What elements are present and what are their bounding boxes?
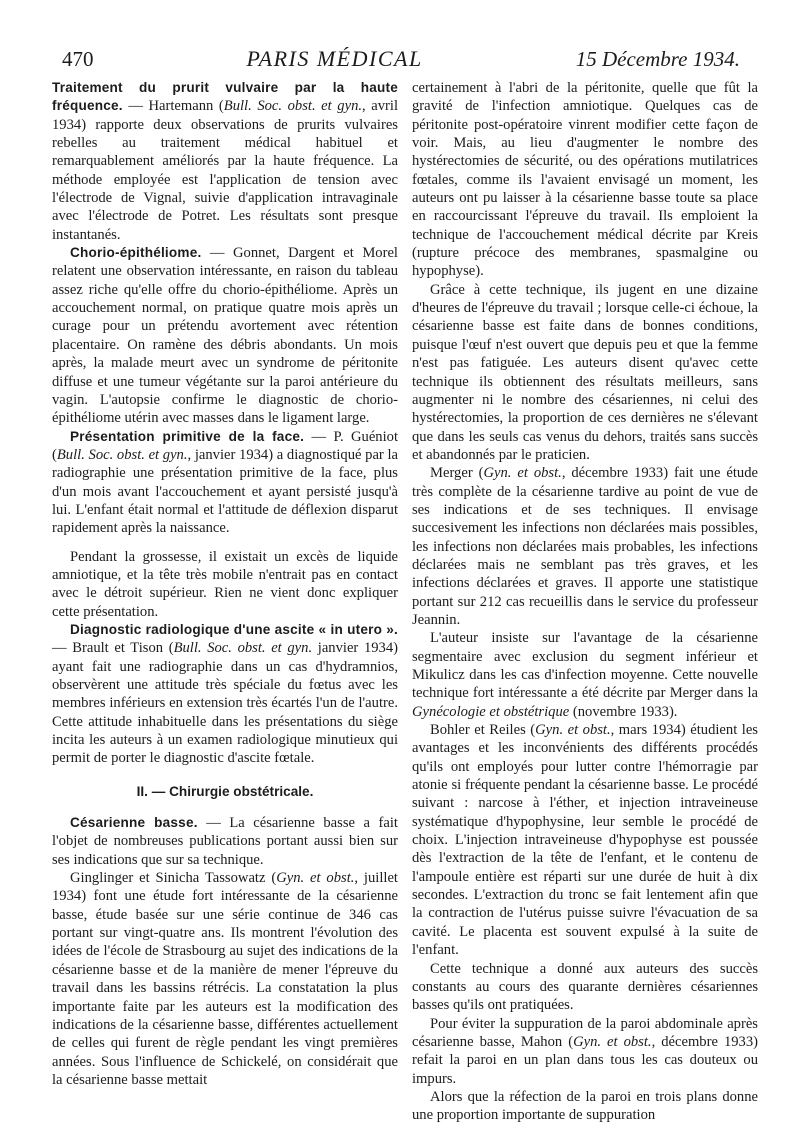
paragraph: Alors que la réfection de la paroi en trois plans donne une proportion importante de suppuration [412, 1088, 758, 1124]
journal-reference: Bull. Soc. obst. et gyn. [223, 98, 363, 115]
page-number: 470 [62, 47, 94, 71]
journal-reference: Bull. Soc. obst. et gyn. [173, 640, 313, 657]
article-heading: Présentation primitive de la face. [70, 428, 305, 444]
paragraph: certainement à l'abri de la péritonite, quelle que fût la gravité de l'infection amniotique. Quelques cas de péritonite post-opératoire vinrent modifier cette façon de voir. Mais, au lieu d'augmenter le nombre des hystérectomies de sécurité, ou des opérations mutilatrices fœtales, comme ils l'avaient envisagé un moment, les auteurs ont pu laisser à la césarienne basse toute sa place en raccourcissant l'épreuve du travail. Ils emploient la technique de l'accouchement médical décrite par Kreis (rupture précoce des membranes, spasmalgine ou hypophyse). [412, 80, 758, 280]
journal-reference: Gyn. et obst. [573, 1033, 652, 1050]
journal-title: PARIS MÉDICAL [246, 46, 423, 71]
article-heading: Chorio-épithéliome. [70, 245, 202, 261]
article-chorio: Chorio-épithéliome. — Gonnet, Dargent et Morel relatent une observation intéressante, en raison du tableau assez riche qu'elle offre du chorio-épithéliome. Après un accouchement normal, on pratique quatre mois après un curage pour un prétendu avortement avec rétention placentaire. On ramène des débris abondants. Un mois après, la malade meurt avec un syndrome de péritonite diffuse et une tumeur végétante sur la paroi antérieure du vagin. L'autopsie confirme le diagnostic de chorio-épithéliome utérin avec masses dans le ligament large. [52, 245, 398, 427]
running-head [62, 46, 740, 76]
article-prurit: Traitement du prurit vulvaire par la haute fréquence. — Hartemann (Bull. Soc. obst. et gyn., avril 1934) rapporte deux observations de prurits vulvaires rebelles au traitement médical habituel et remarquablement améliorés par la haute fréquence. La méthode employée est l'application de tension avec l'électrode de Vignal, suivie d'application intravaginale avec l'électrode de Potret. Les résultats sont presque instantanés. [52, 80, 399, 243]
right-column [412, 79, 758, 1125]
paragraph: Pendant la grossesse, il existait un excès de liquide amniotique, et la tête très mobile n'entrait pas en contact avec le détroit supérieur. Rien ne vient donc expliquer cette présentation. [52, 548, 398, 620]
paragraph: Ginglinger et Sinicha Tassowatz (Gyn. et obst., juillet 1934) font une étude fort intéressante de la césarienne basse, étude basée sur une série continue de 346 cas portant sur vingt-quatre ans. Ils montrent l'évolution des idées de l'école de Strasbourg au sujet des indications de la césarienne basse et de la manière de mener l'épreuve du travail dans les bassins rétrécis. La constatation la plus importante faite par les auteurs est la modification des indications de la césarienne basse, différentes actuellement de celles qui furent de règle pendant les vingt premières années. Sous l'influence de Schickelé, on considérait que la césarienne basse mettait [52, 870, 398, 1088]
article-cesarienne: Césarienne basse. — La césarienne basse a fait l'objet de nombreuses publications portant aussi bien sur ses indications que sur sa technique. [52, 815, 398, 868]
journal-reference: Gyn. et obst. [276, 870, 355, 887]
issue-date: 15 Décembre 1934. [575, 47, 740, 71]
paragraph: Bohler et Reiles (Gyn. et obst., mars 1934) étudient les avantages et les inconvénients des différents procédés qu'ils ont employés pour lutter contre l'hémorragie par atonie si fréquente pendant la césarienne basse. Le procédé suivant : narcose à l'éther, et injection intraveineuse systématique d'hypophysine, leur semble le procédé de choix. L'injection intraveineuse d'hypophyse est poussée dès l'extraction de la tête de l'enfant, et le contenu de l'ampoule entière est réparti sur une durée de huit à dix secondes. L'extraction du tronc se fait lentement afin que la contraction de l'utérus puisse suivre l'évacuation de sa cavité. Le placenta est souvent expulsé à la suite de l'enfant. [412, 722, 758, 959]
article-heading: Traitement du prurit vulvaire par la haute fréquence. [52, 80, 398, 114]
paragraph: L'auteur insiste sur l'avantage de la césarienne segmentaire avec exclusion du segment inférieur et Mikulicz dans les cas d'infection moyenne. Cette nouvelle technique fort intéressante a été décrite par Merger dans la Gynécologie et obstétrique (novembre 1933). [412, 630, 758, 720]
journal-reference: Gynécologie et obstétrique [412, 703, 570, 720]
article-ascite: Diagnostic radiologique d'une ascite « in utero ». — Brault et Tison (Bull. Soc. obst. et gyn. janvier 1934) ayant fait une radiographie dans un cas d'hydramnios, observèrent une attitude très spéciale du fœtus avec les membres inférieurs en extension très écartés l'un de l'autre. Cette attitude inhabituelle dans les présentations du siège incita les auteurs à un examen radiologique minutieux qui permit de porter le diagnostic d'ascite fœtale. [52, 621, 398, 767]
paragraph: Merger (Gyn. et obst., décembre 1933) fait une étude très complète de la césarienne tardive au point de vue de ses indications et de ses techniques. Il envisage succesivement les infections non déclarées mais possibles, les infections non déclarées mais probables, les infections déclarées mais ne semblant pas très graves, et les infections déclarées et graves. Il apporte une statistique portant sur 212 cas recueillis dans le service du professeur Jeannin. [412, 465, 758, 628]
journal-reference: Bull. Soc. obst. et gyn. [56, 446, 188, 463]
paragraph: Cette technique a donné aux auteurs des succès constants au cours des quarante dernières césariennes basses qu'ils ont pratiquées. [412, 960, 758, 1014]
article-face: Présentation primitive de la face. — P. Guéniot (Bull. Soc. obst. et gyn., janvier 1934) a diagnostiqué par la radiographie une présentation primitive de la face, plus d'un mois avant l'accouchement et ayant persisté jusqu'à lui. L'enfant était normal et l'attitude de déflexion disparut rapidement après la naissance. [52, 428, 399, 537]
section-title: II. — Chirurgie obstétricale. [136, 783, 314, 799]
paragraph: Pour éviter la suppuration de la paroi abdominale après césarienne basse, Mahon (Gyn. et obst., décembre 1933) refait la paroi en un plan dans tous les cas douteux ou impurs. [412, 1015, 758, 1087]
article-heading: Césarienne basse. [70, 815, 198, 831]
article-heading: Diagnostic radiologique d'une ascite « in utero ». [70, 621, 398, 637]
journal-reference: Gyn. et obst. [535, 722, 611, 739]
journal-reference: Gyn. et obst. [483, 465, 562, 482]
paragraph: Grâce à cette technique, ils jugent en une dizaine d'heures de l'épreuve du travail ; lorsque celle-ci échoue, la césarienne basse est faite dans de bonnes conditions, puisque l'œuf n'est ouvert que depuis peu et que la femme n'est pas fatiguée. Les auteurs disent qu'avec cette technique ils obtiennent des résultats meilleurs, sans augmenter ni le nombre des césariennes, ni celui des hystérectomies, la proportion de ces dernières ne s'élevant que dans les seuls cas venus du dehors, traités sans succès et abandonnés par le praticien. [412, 281, 758, 463]
left-column [52, 79, 398, 1089]
